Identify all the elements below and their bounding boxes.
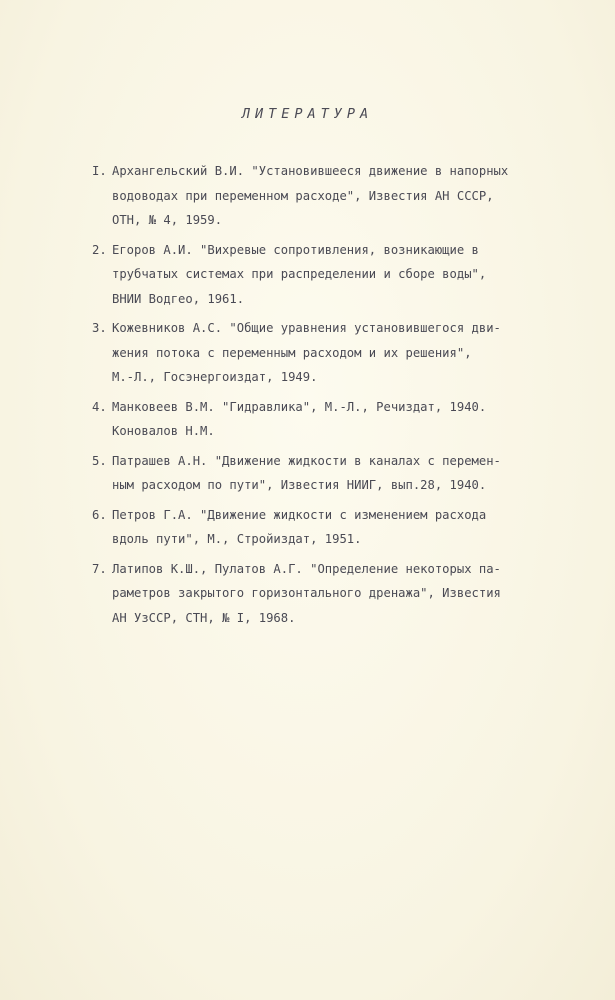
reference-item-3 (92, 316, 562, 390)
reference-line: Петров Г.А. "Движение жидкости с изменением расхода (112, 507, 487, 522)
reference-line: АН УзССР, СТН, № I, 1968. (112, 610, 296, 625)
reference-line: Коновалов Н.М. (112, 424, 215, 438)
reference-number: 5. (92, 453, 107, 468)
reference-item-5 (92, 449, 562, 498)
reference-item-1 (92, 159, 562, 233)
reference-item-4 (92, 395, 562, 444)
reference-line: Егоров А.И. "Вихревые сопротивления, возникающие в (112, 242, 479, 257)
reference-number: 4. (92, 399, 107, 414)
reference-line: трубчатых системах при распределении и сборе воды", (112, 267, 487, 281)
reference-line: вдоль пути", М., Стройиздат, 1951. (112, 532, 362, 546)
page-title: ЛИТЕРАТУРА (241, 106, 374, 122)
reference-line: Архангельский В.И. "Установившееся движение в напорных (112, 164, 509, 178)
reference-list (92, 159, 562, 635)
reference-line: М.-Л., Госэнергоиздат, 1949. (112, 370, 318, 384)
reference-line: водоводах при переменном расходе", Известия АН СССР, (112, 188, 494, 203)
reference-line: Кожевников А.С. "Общие уравнения установившегося дви- (112, 321, 501, 335)
reference-number: 7. (92, 561, 107, 576)
reference-number: I. (92, 164, 107, 178)
reference-number: 6. (92, 507, 107, 522)
reference-line: жения потока с переменным расходом и их решения", (112, 345, 472, 360)
reference-line: ВНИИ Водгео, 1961. (112, 291, 245, 306)
reference-line: Латипов К.Ш., Пулатов А.Г. "Определение некоторых па- (112, 561, 501, 576)
reference-line: раметров закрытого горизонтального дренажа", Известия (112, 586, 501, 600)
reference-line: ОТН, № 4, 1959. (112, 213, 223, 227)
reference-line: Патрашев А.Н. "Движение жидкости в каналах с перемен- (112, 453, 501, 468)
reference-line: ным расходом по пути", Известия НИИГ, вып.28, 1940. (112, 478, 487, 492)
reference-number: 3. (92, 321, 107, 335)
reference-item-7 (92, 557, 562, 631)
reference-item-2 (92, 238, 562, 312)
reference-number: 2. (92, 242, 107, 257)
reference-line: Манковеев В.М. "Гидравлика", М.-Л., Речиздат, 1940. (112, 399, 487, 414)
reference-item-6 (92, 503, 562, 552)
